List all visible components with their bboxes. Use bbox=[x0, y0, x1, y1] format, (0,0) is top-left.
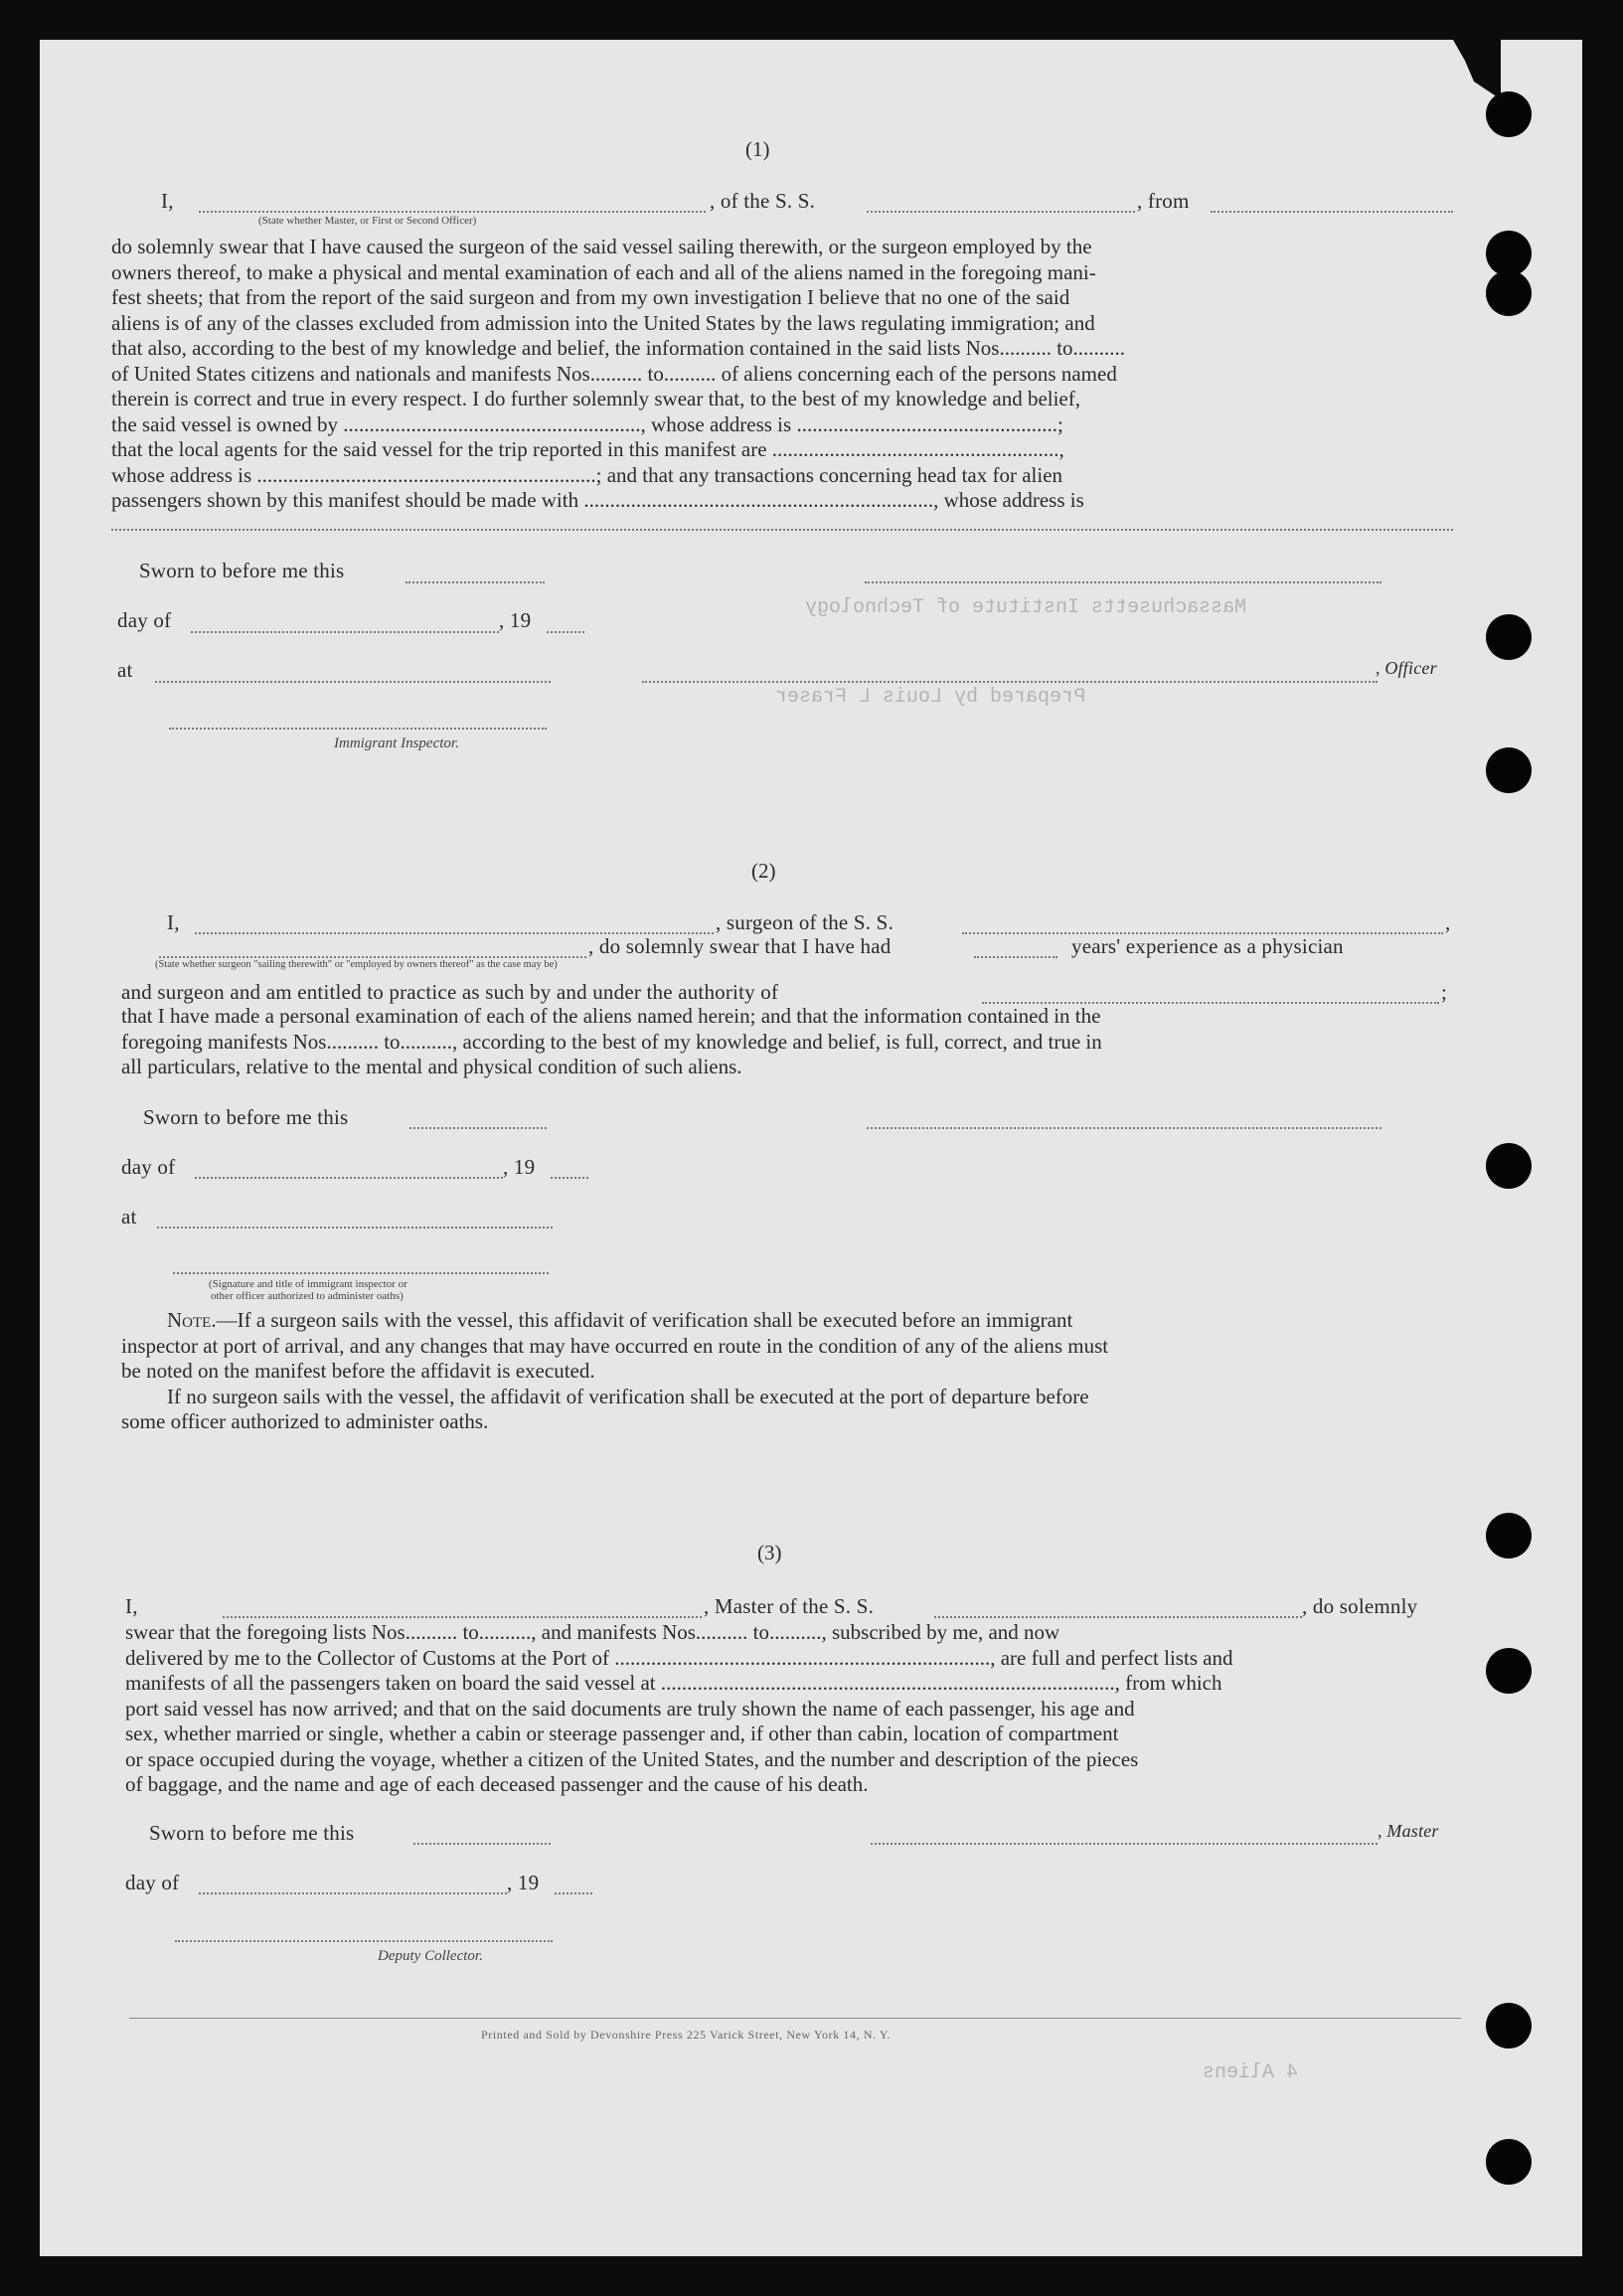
section1-day-field[interactable] bbox=[191, 631, 499, 633]
signature-caption-1: (Signature and title of immigrant inspector or bbox=[209, 1278, 407, 1290]
section1-year-label: , 19 bbox=[499, 608, 532, 632]
section2-i-label: I, bbox=[167, 910, 180, 934]
from-port-field[interactable] bbox=[1211, 211, 1453, 213]
section2-note bbox=[121, 1308, 1463, 1435]
master-of-label: , Master of the S. S. bbox=[704, 1594, 875, 1618]
section1-at-field[interactable] bbox=[155, 681, 551, 683]
footer-rule bbox=[129, 2018, 1461, 2019]
section2-at-label: at bbox=[121, 1205, 137, 1229]
section1-sworn-label: Sworn to before me this bbox=[139, 559, 345, 582]
section2-body bbox=[121, 1004, 1463, 1080]
section3-heading: (3) bbox=[757, 1541, 782, 1564]
section3-day-field[interactable] bbox=[199, 1892, 507, 1894]
section1-line: the said vessel is owned by ........................................................., whose address is ..................................................; bbox=[111, 411, 1063, 436]
section1-at-label: at bbox=[117, 658, 133, 682]
section1-sworn-field[interactable] bbox=[406, 581, 545, 583]
punch-hole-6 bbox=[1486, 1143, 1532, 1189]
officer-name-field[interactable] bbox=[199, 211, 706, 213]
master-name-field[interactable] bbox=[223, 1616, 702, 1618]
section1-signature-field[interactable] bbox=[865, 581, 1381, 583]
section1-line: do solemnly swear that I have caused the surgeon of the said vessel sailing therewith, or the surgeon employed by the bbox=[111, 235, 1092, 258]
section1-line: that the local agents for the said vessel for the trip reported in this manifest are ......................................................., bbox=[111, 437, 1064, 461]
section3-line: of baggage, and the name and age of each deceased passenger and the cause of his death. bbox=[125, 1772, 869, 1796]
punch-hole-1 bbox=[1486, 91, 1532, 137]
immigrant-inspector-label: Immigrant Inspector. bbox=[334, 736, 459, 751]
section3-body bbox=[125, 1620, 1467, 1798]
section2-line: all particulars, relative to the mental and physical condition of such aliens. bbox=[121, 1055, 742, 1078]
section2-at-field[interactable] bbox=[157, 1227, 553, 1229]
bleed-through-2: Prepared by Louis L Fraser bbox=[775, 686, 1086, 709]
section1-day-of-label: day of bbox=[117, 608, 172, 632]
punch-hole-10 bbox=[1486, 2139, 1532, 2185]
section1-line: fest sheets; that from the report of the said surgeon and from my own investigation I believe that no one of the said bbox=[111, 285, 1070, 309]
section3-line: swear that the foregoing lists Nos.......... to.........., and manifests Nos.......... to.........., subscribed by me, and now bbox=[125, 1620, 1060, 1644]
bleed-through-3: 4 Aliens bbox=[1203, 2061, 1299, 2084]
section3-line: port said vessel has now arrived; and that on the said documents are truly shown the name of each passenger, his age and bbox=[125, 1696, 1135, 1721]
note-line: —If a surgeon sails with the vessel, this affidavit of verification shall be executed before an immigrant bbox=[216, 1308, 1073, 1332]
section3-master-label: , Master bbox=[1378, 1821, 1439, 1841]
section3-day-of-label: day of bbox=[125, 1871, 180, 1894]
immigrant-inspector-field[interactable] bbox=[169, 728, 547, 730]
punch-hole-5 bbox=[1486, 747, 1532, 793]
surgeon-type-field[interactable] bbox=[159, 956, 586, 958]
section1-heading: (1) bbox=[745, 137, 770, 161]
section2-line: that I have made a personal examination of each of the aliens named herein; and that the information contained in the bbox=[121, 1004, 1101, 1028]
manifest-page bbox=[40, 40, 1582, 2256]
section2-line: foregoing manifests Nos.......... to.........., according to the best of my knowledge and belief, is full, correct, and true in bbox=[121, 1029, 1102, 1054]
section1-body bbox=[111, 235, 1463, 514]
section1-line: that also, according to the best of my knowledge and belief, the information contained in the said lists Nos.......... to.......... bbox=[111, 336, 1126, 360]
years-experience-label: years' experience as a physician bbox=[1071, 934, 1344, 958]
section2-heading: (2) bbox=[751, 859, 776, 883]
section1-year-field[interactable] bbox=[547, 631, 584, 633]
section2-sworn-label: Sworn to before me this bbox=[143, 1105, 349, 1129]
ship-name-field[interactable] bbox=[867, 211, 1135, 213]
surgeon-caption: (State whether surgeon "sailing therewith" or "employed by owners thereof" as the case may be) bbox=[155, 959, 558, 970]
punch-hole-8 bbox=[1486, 1648, 1532, 1694]
section2-day-field[interactable] bbox=[195, 1177, 503, 1179]
officer-caption: (State whether Master, or First or Second Officer) bbox=[258, 215, 477, 227]
note-line: inspector at port of arrival, and any changes that may have occurred en route in the condition of any of the aliens must bbox=[121, 1333, 1109, 1358]
deputy-collector-field[interactable] bbox=[175, 1940, 553, 1942]
printer-credit: Printed and Sold by Devonshire Press 225 Varick Street, New York 14, N. Y. bbox=[481, 2028, 892, 2042]
section1-line: whose address is .................................................................; and that any transactions concerning head tax for alien bbox=[111, 462, 1063, 487]
authority-label: and surgeon and am entitled to practice as such by and under the authority of bbox=[121, 980, 779, 1004]
section3-year-field[interactable] bbox=[555, 1892, 592, 1894]
do-solemnly-label: , do solemnly swear that I have had bbox=[588, 934, 892, 958]
years-experience-field[interactable] bbox=[974, 956, 1057, 958]
note2-line: If no surgeon sails with the vessel, the affidavit of verification shall be executed at the port of departure before bbox=[167, 1384, 1089, 1408]
section2-semicolon: ; bbox=[1441, 980, 1448, 1004]
section2-year-field[interactable] bbox=[551, 1177, 588, 1179]
punch-hole-3 bbox=[1486, 270, 1532, 316]
section3-sworn-field[interactable] bbox=[413, 1843, 551, 1845]
section3-sworn-label: Sworn to before me this bbox=[149, 1821, 355, 1845]
section3-line: sex, whether married or single, whether a cabin or steerage passenger and, if other than cabin, location of compartment bbox=[125, 1722, 1119, 1745]
section2-inspector-field[interactable] bbox=[173, 1272, 549, 1274]
section1-line: therein is correct and true in every respect. I do further solemnly swear that, to the best of my knowledge and belief, bbox=[111, 387, 1080, 410]
section3-master-field[interactable] bbox=[871, 1843, 1378, 1845]
section1-continuation-field[interactable] bbox=[111, 529, 1453, 531]
section1-line: aliens is of any of the classes excluded from admission into the United States by the laws regulating immigration; and bbox=[111, 310, 1095, 335]
section3-ship-field[interactable] bbox=[934, 1616, 1302, 1618]
section1-line: of United States citizens and nationals and manifests Nos.......... to.......... of aliens concerning each of the persons named bbox=[111, 361, 1117, 386]
note2-line: some officer authorized to administer oaths. bbox=[121, 1409, 489, 1433]
section2-day-of-label: day of bbox=[121, 1155, 176, 1179]
section2-year-label: , 19 bbox=[503, 1155, 536, 1179]
section3-year-label: , 19 bbox=[507, 1871, 540, 1894]
section1-officer-field[interactable] bbox=[642, 681, 1378, 683]
section1-officer-label: , Officer bbox=[1376, 658, 1437, 678]
section3-do-solemnly-label: , do solemnly bbox=[1302, 1594, 1418, 1618]
section3-line: manifests of all the passengers taken on board the said vessel at ......................................................................................., from which bbox=[125, 1671, 1222, 1695]
section1-i-label: I, bbox=[161, 189, 174, 213]
note-label: Note. bbox=[167, 1308, 217, 1332]
section2-comma: , bbox=[1445, 910, 1451, 934]
from-label: , from bbox=[1137, 189, 1190, 213]
punch-hole-9 bbox=[1486, 2003, 1532, 2049]
section3-line: delivered by me to the Collector of Customs at the Port of ........................................................................, are full and perfect lists and bbox=[125, 1645, 1233, 1670]
signature-caption-2: other officer authorized to administer oaths) bbox=[211, 1290, 404, 1302]
section3-line: or space occupied during the voyage, whether a citizen of the United States, and the number and description of the pieces bbox=[125, 1746, 1139, 1771]
note-line: be noted on the manifest before the affidavit is executed. bbox=[121, 1359, 595, 1383]
corner-tear bbox=[1441, 40, 1501, 99]
bleed-through-1: Massachusetts Institute of Technology bbox=[805, 596, 1247, 619]
punch-hole-7 bbox=[1486, 1513, 1532, 1558]
surgeon-of-label: , surgeon of the S. S. bbox=[716, 910, 894, 934]
section3-i-label: I, bbox=[125, 1594, 138, 1618]
section1-line: passengers shown by this manifest should be made with ..................................................................., whose address is bbox=[111, 488, 1084, 512]
deputy-collector-label: Deputy Collector. bbox=[378, 1948, 483, 1964]
section1-line: owners thereof, to make a physical and mental examination of each and all of the aliens named in the foregoing mani- bbox=[111, 259, 1096, 284]
punch-hole-4 bbox=[1486, 614, 1532, 660]
section2-sworn-field[interactable] bbox=[409, 1127, 547, 1129]
of-the-ss-label: , of the S. S. bbox=[710, 189, 816, 213]
section2-signature-field[interactable] bbox=[867, 1127, 1381, 1129]
